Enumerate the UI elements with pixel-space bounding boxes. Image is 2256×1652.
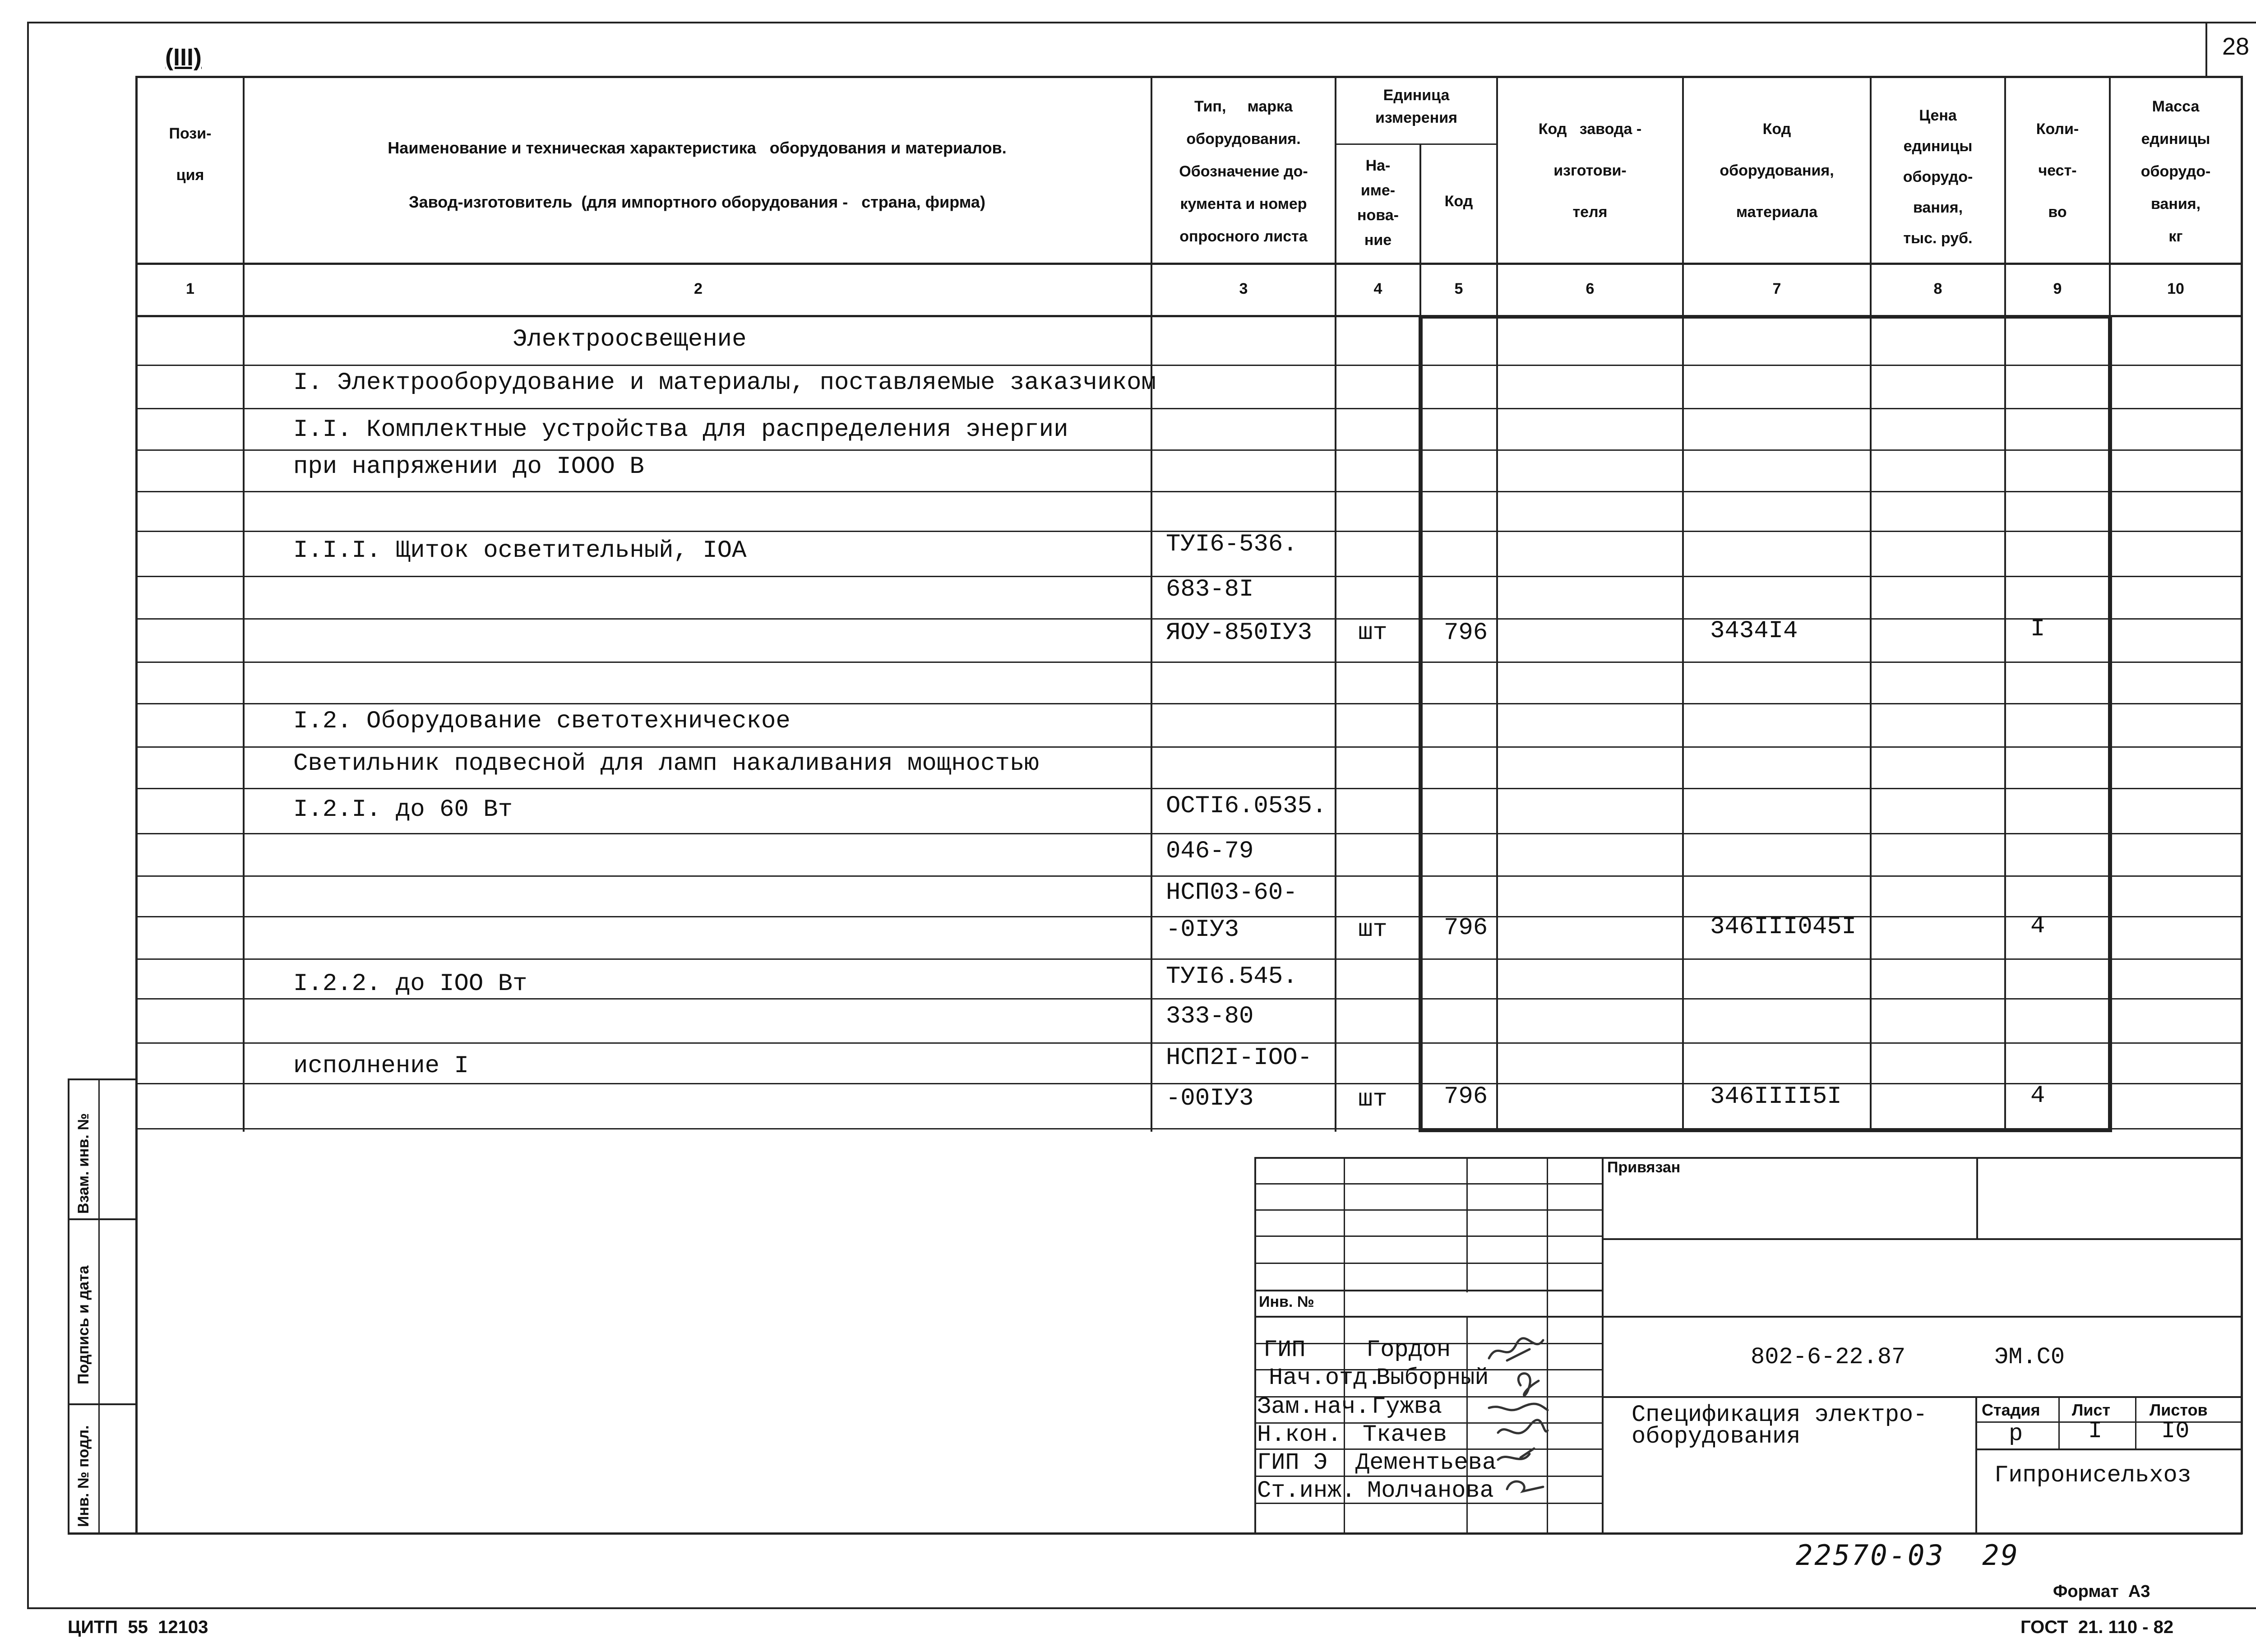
col10-header: Масса единицы оборудо- вания, кг [2140,98,2211,245]
tb-mid [1602,1157,1604,1534]
side-stamp-divider [98,1078,100,1534]
row-unit-code: 796 [1444,914,1488,942]
section-title: Электроосвещение [513,326,747,353]
col-line-8 [2004,76,2006,1132]
row-qty: 4 [2030,912,2045,940]
row-separator [135,788,2242,789]
row-name: Светильник подвесной для ламп накаливания мощностью [293,750,1039,777]
row-name: исполнение I [293,1052,469,1080]
colnum-9: 9 [2053,280,2062,297]
colnum-7: 7 [1772,280,1781,297]
tb-row [1254,1209,1602,1211]
col9-header: Коли- чест- во [2036,120,2079,221]
col-line-1 [243,76,245,1132]
side-stamp-line [68,1403,135,1405]
tb-right-row [1602,1316,2242,1318]
row-type: ТУI6-536. [1166,531,1298,558]
row-code: 346III045I [1710,913,1857,941]
colnum-3: 3 [1239,280,1248,297]
tb-row [1254,1316,1602,1318]
signer-name: Молчанова [1367,1477,1494,1504]
row-separator [135,703,2242,704]
doc-code: 802-6-22.87 [1751,1344,1906,1370]
signer-role: Нач.отд. [1269,1365,1382,1391]
row-type: -00IУ3 [1166,1085,1254,1112]
organization: Гипронисельхоз [1994,1462,2191,1489]
sheet-value: I [2088,1418,2103,1444]
signature-drawing [1480,1336,1552,1503]
col-line-5 [1496,76,1498,1132]
row-type: 046-79 [1166,838,1254,865]
row-name: I.2.2. до IOO Вт [293,970,527,998]
sheets-value: I0 [2161,1418,2190,1444]
colnum-2: 2 [694,280,703,297]
colnum-1: 1 [186,280,194,297]
doc-title-line2: оборудования [1632,1423,1801,1450]
stage-value: р [2009,1421,2023,1447]
row-separator [135,958,2242,960]
col-line-2 [1151,76,1152,1132]
row-type: НСП2I-IOO- [1166,1044,1313,1072]
row-name: I.2. Оборудование светотехническое [293,708,791,735]
row-type: ОСТI6.0535. [1166,792,1327,820]
side-stamp-line [68,1078,135,1080]
row-name: I.I. Комплектные устройства для распределения энергии [293,416,1068,444]
col5-header: Код [1444,193,1473,210]
col7-header: Код оборудования, материала [1720,120,1834,221]
gost-label: ГОСТ 21. 110 - 82 [2020,1617,2174,1637]
tb-row [1254,1263,1602,1264]
bold-box-left [1419,316,1423,1132]
signer-role: ГИП Э [1257,1449,1328,1476]
row-code: 346IIII5I [1710,1083,1842,1111]
signer-name: Дементьева [1355,1449,1497,1476]
side-stamp-replaced-inv: Взам. инв. № [75,1113,92,1214]
colnum-10: 10 [2167,280,2184,297]
row-separator [135,408,2242,409]
col2-header: Наименование и техническая характеристика оборудования и материалов. Завод-изготовитель (для импортного оборудования - страна, фирма) [388,139,1007,211]
tb-stage-row [1975,1448,2242,1450]
sheet-label: Лист [2072,1401,2111,1419]
signer-name: Гужва [1372,1393,1442,1420]
doc-mark: ЭМ.С0 [1994,1344,2065,1370]
page-box-left [2205,22,2207,77]
row-separator [135,746,2242,748]
format-label: Формат А3 [2053,1582,2150,1601]
inner-frame-top [135,76,2242,78]
signer-name: Выборный [1376,1365,1489,1391]
col8-header: Цена единицы оборудо- вания, тыс. руб. [1903,107,1973,247]
tb-col [1466,1157,1468,1292]
tb-right-row [1602,1396,2242,1398]
tb-row [1254,1236,1602,1237]
col1-header: Пози- ция [169,125,212,184]
row-separator [135,1083,2242,1084]
bottom-left-code: ЦИТП 55 12103 [68,1617,208,1637]
unit-group-line [1336,143,1498,145]
bold-box-top [1419,316,2112,319]
page-number: 28 [2222,33,2250,60]
corner-mark: (III) [165,44,202,71]
row-type: ЯОУ-850IУ3 [1166,619,1313,647]
row-separator [135,998,2242,1000]
tb-stage-col [2058,1396,2060,1449]
row-type: 333-80 [1166,1003,1254,1030]
col3-header: Тип, марка оборудования. Обозначение до- кумента и номер опросного листа [1179,98,1308,245]
side-stamp-signature-date: Подпись и дата [75,1265,92,1384]
signer-role: Ст.инж. [1257,1477,1356,1504]
colnum-4: 4 [1373,280,1382,297]
bold-box-right [2108,316,2112,1132]
row-qty: 4 [2030,1082,2045,1110]
signer-name: Гордон [1366,1337,1451,1363]
row-type: ТУI6.545. [1166,963,1298,990]
row-separator [135,1128,2242,1129]
tb-row [1254,1290,1602,1291]
row-type: НСП03-60- [1166,879,1298,907]
outer-frame-top [27,22,2256,23]
row-name: I.I.I. Щиток осветительный, IOА [293,537,747,565]
tb-right-row [1602,1238,2242,1240]
row-separator [135,662,2242,663]
row-unit: шт [1358,916,1387,944]
signer-role: ГИП [1263,1337,1306,1363]
row-unit-code: 796 [1444,619,1488,647]
signer-role: Н.кон. [1257,1421,1342,1448]
colnum-8: 8 [1933,280,1942,297]
side-stamp-line [68,1218,135,1220]
outer-frame-left [27,22,29,1609]
inv-label: Инв. № [1259,1293,1314,1310]
row-qty: I [2030,615,2045,643]
bound-label: Привязан [1607,1159,1681,1176]
row-code: 3434I4 [1710,617,1798,645]
row-separator [135,1042,2242,1044]
header-bottom-line [135,263,2242,265]
col-line-6 [1682,76,1684,1132]
archive-number: 22570-03 29 [1796,1539,2020,1572]
tb-stage-col [1975,1396,1977,1534]
colnum-6: 6 [1586,280,1595,297]
col6-header: Код завода - изготови- теля [1538,120,1642,221]
side-stamp-inv-original: Инв. № подл. [75,1425,92,1527]
row-unit: шт [1358,619,1387,647]
row-separator [135,449,2242,451]
tb-row [1254,1183,1602,1185]
row-type: 683-8I [1166,576,1254,603]
row-unit-code: 796 [1444,1083,1488,1111]
col4-header: На- име- нова- ние [1357,157,1399,249]
signer-name: Ткачев [1363,1421,1447,1448]
outer-frame-bottom [27,1607,2256,1609]
row-name: I.2.I. до 60 Вт [293,796,513,824]
row-separator [135,833,2242,834]
row-unit: шт [1358,1086,1387,1113]
tb-right-col [1976,1157,1978,1239]
side-stamp-left [68,1078,69,1534]
doc-title-line1: Спецификация электро- [1632,1402,1928,1428]
row-type: -0IУ3 [1166,916,1239,944]
signature-strokes [1489,1338,1548,1491]
tb-stage-col [2135,1396,2136,1449]
sheets-label: Листов [2150,1401,2208,1419]
row-name: I. Электрооборудование и материалы, поставляемые заказчиком [293,369,1156,397]
row-separator [135,365,2242,366]
unit-group-header: Единица измерения [1375,87,1457,126]
signer-role: Зам.нач. [1257,1393,1370,1420]
tb-left [1254,1157,1256,1534]
colnum-5: 5 [1454,280,1463,297]
row-name: при напряжении до IOOO В [293,453,644,481]
tb-top [1254,1157,2242,1159]
stage-label: Стадия [1982,1401,2040,1419]
row-separator [135,875,2242,877]
inner-frame-bottom [68,1532,2242,1535]
row-separator [135,491,2242,492]
